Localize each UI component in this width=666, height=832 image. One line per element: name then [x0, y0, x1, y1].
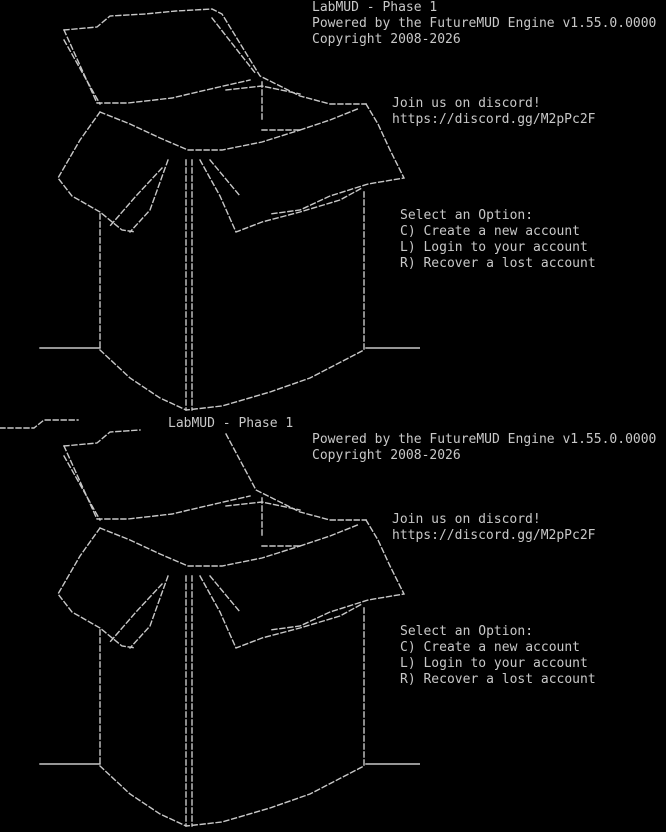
- discord-invite: Join us on discord!: [392, 512, 541, 527]
- menu-heading: Select an Option:: [400, 624, 534, 639]
- copyright-notice: Copyright 2008-2026: [312, 448, 461, 463]
- copyright-notice: Copyright 2008-2026: [312, 32, 461, 47]
- discord-invite: Join us on discord!: [392, 96, 541, 111]
- discord-link[interactable]: https://discord.gg/M2pPc2F: [392, 112, 596, 127]
- menu-option-recover-account[interactable]: R) Recover a lost account: [400, 256, 596, 271]
- ascii-box-art: [0, 416, 420, 832]
- ascii-box-art: [0, 0, 420, 416]
- game-title: LabMUD - Phase 1: [312, 0, 438, 15]
- menu-option-recover-account[interactable]: R) Recover a lost account: [400, 672, 596, 687]
- menu-heading: Select an Option:: [400, 208, 534, 223]
- menu-option-login[interactable]: L) Login to your account: [400, 240, 588, 255]
- discord-link[interactable]: https://discord.gg/M2pPc2F: [392, 528, 596, 543]
- menu-option-create-account[interactable]: C) Create a new account: [400, 640, 581, 655]
- game-title: LabMUD - Phase 1: [168, 416, 294, 431]
- login-screen-2: [0, 416, 666, 832]
- engine-version: Powered by the FutureMUD Engine v1.55.0.0000: [312, 16, 657, 31]
- engine-version: Powered by the FutureMUD Engine v1.55.0.0000: [312, 432, 657, 447]
- menu-option-login[interactable]: L) Login to your account: [400, 656, 588, 671]
- menu-option-create-account[interactable]: C) Create a new account: [400, 224, 581, 239]
